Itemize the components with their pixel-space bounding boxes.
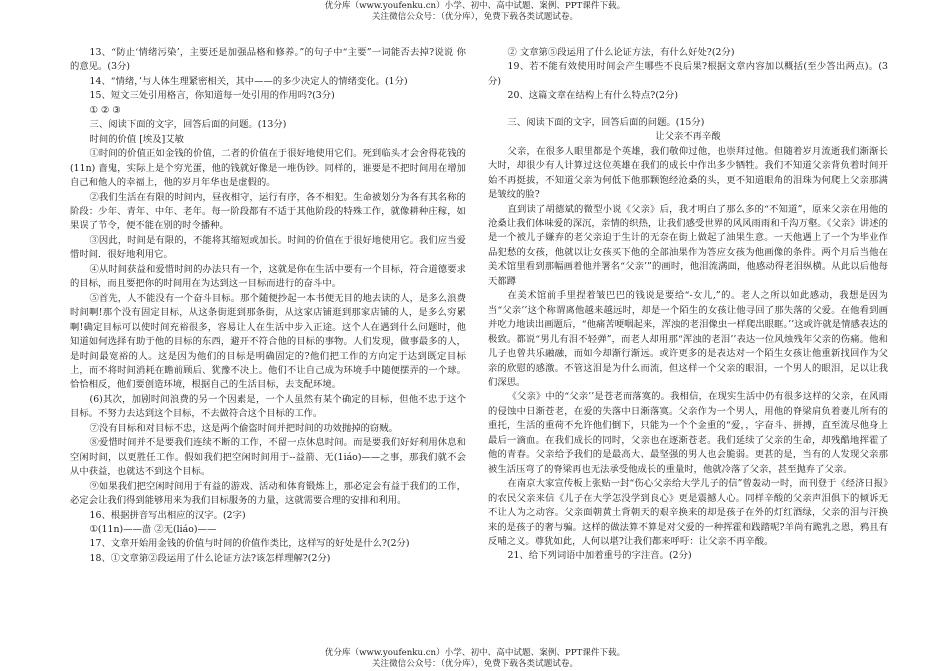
right-column [488,46,888,564]
question-16: 16、根据拼音写出相应的汉字。(2字) [89,509,246,521]
question-19: 19、若不能有效使用时间会产生哪些不良后果?根据文章内容加以概括(至少答出两点)。(3分) [488,61,888,87]
page-header [0,1,950,22]
passage-paragraph: ⑤首先，人不能没有一个奋斗目标。那个随便抄起一本书便无目的地去读的人，是多么浪费时间啊!那个没有固定目标，从这条街逛到那条街，从这家店铺逛到那家店铺的人，是多么穷累啊!确定目标可以使时间充裕很多，容易让人在生活中步入正途。这个人在遇到什么问题时，他知道如何选择有助于他的目标的东西，避开不符合他的目标的事物。人们发现，做事最多的人，是时间最宽裕的人。这是因为他们的目标是明确固定的?他们把工作的方向定于达到既定目标上，而不将时间消耗在瞻前顾后、犹豫不决上。他们不让自己成为环境手中随便摆弄的一个球。恰恰相反，他们要创造环境，根据自己的生活目标，去支配环境。 [70,292,466,391]
question-13: 13、“防止‘情绪污染’，主要还是加强品格和修养。”的句子中“主要”一词能否去掉?说说 你的意见。(3分) [70,47,466,73]
passage-title: 时间的价值 [埃及]艾敏 [89,133,184,145]
question-15: 15、短文三处引用格言，你知道每一处引用的作用吗?(3分) [89,90,335,102]
passage-paragraph: 《父亲》中的“父亲’’是苍老而落寞的。我相信，在现实生活中仍有很多这样的父亲，在风雨的侵蚀中日渐苍老，在爱的失落中日渐落寞。父亲作为一个男人，用他的脊梁肩负着妻儿所有的重托，生活的重荷不允许他们倒下，只能为一个个金重的“爱，，字奋斗、拼搏，直至流尽他身上最后一滴血。在我们成长的同时，父亲也在逐渐苍老。我们延续了父亲的生命，却残酷地挥霍了他的青春。父亲给予我们的是最高大、最坚强的男人也会脆弱。更甚的是，当有的人发现父亲那被生活压弯了的脊梁再也无法承受他成长的重量时，他就冷落了父亲，甚至抛弃了父亲。 [488,391,888,475]
passage-paragraph: ⑦没有目标和对目标不忠，这是两个偷盗时间并把时间的功效抛掉的窃贼。 [89,422,398,434]
question-21: 21、给下列词语中加着重号的字注音。(2分) [507,550,692,562]
passage-paragraph: ⑨如果我们把空闲时间用于有益的游戏、活动和体育锻炼上，那必定会有益于我们的工作，必定会让我们得到能够用来为我们目标服务的力量，这就需要合理的安排和利用。 [70,480,466,507]
passage-paragraph: 直到读了胡德斌的微型小说《父亲》后，我才明白了那么多的“不知道”，原来父亲在用他的沧桑让我们体味爱的深沉，亲情的织热，让我们感受世界的风风雨雨和千沟万壑。《父亲》讲述的是一个被儿子嫌弃的老父亲迫于生计的无奈在街上做起了油果生意。一天他遇上了一个为毕业作品犯愁的女孩，他就以让女孩买下他的全部油果作为答应女孩为他画像的条件。两个月后当他在美术馆里看到那幅画着他并署名“父亲’”的画时，他泪流满面，他感动得老泪纵横。从此以后他每天都蹲 [488,203,888,287]
passage-paragraph: ③因此，时间是有限的，不能将其缩短或加长。时间的价值在于很好地使用它。我们应当爱惜时间．很好地利用它。 [70,234,466,261]
page-footer [0,648,950,669]
passage-title: 让父亲不再辛酸 [655,131,721,143]
section-instructions: 三、阅读下面的文字，回答后面的问题。(15分) [507,116,705,128]
passage-paragraph: ⑧爱惜时间并不是要我们连续不断的工作，不留一点休息时间。而是要我们好好利用休息和空闲时间，以更胜任工作。假如我们把空闲时间用于--益箭、无(1iáo)——之事，那我们就不会从中获益，也就达不到这个目标。 [70,437,466,478]
question-16-items: ①(11n)——啬 ②无(liáo)—— [89,523,217,535]
question-17: 17、文章开始用金钱的价值与时间的价值作类比，这样写的好处是什么?(2分) [89,538,410,550]
footer-line-2: 关注微信公众号：（优分库），免费下载各类试题试卷。 [371,658,579,669]
header-line-1: 优分库（www.youfenku.cn）小学、初中、高中试题、案例、PPT课件下载。 [324,1,626,11]
passage-paragraph: (6)其次，加剧时间浪费的另一个因素是，一个人虽然有某个确定的目标，但他不忠于这个目标。不努力去达到这个目标，不去做符合这个目标的工作。 [70,393,466,420]
header-line-2: 关注微信公众号：（优分库），免费下载各类试题试卷。 [371,11,579,22]
passage-paragraph: ②我们生活在有限的时间内，昼夜相守，运行有序，各不相犯。生命被划分为各有其名称的阶段：少年、青年、中年、老年。每一阶段都有不适于其他阶段的特殊工作，就像耕种庄稼，如果误了节令，便不能在别的时令播种。 [70,191,466,232]
passage-paragraph: ①时间的价值正如金钱的价值，二者的价值在于很好地使用它们。死到临头才会舍得花钱的(11n) 啬鬼，实际上是个穷光蛋，他的钱就好像是一堆伪钞。同样的，谁要是不把时间用在增加自己和他人的幸福上，他的岁月年华也是虚假的。 [70,148,466,189]
question-18: 18、①文章第②段运用了什么论证方法?该怎样理解?(2分) [89,552,331,564]
passage-paragraph: ④从时间获益和爱惜时间的办法只有一个，这就是你在生活中要有一个目标，符合道德要求的目标，而且要把你的时间用在为达到这一目标而进行的奋斗中。 [70,263,466,290]
answer-markers: ① ② ③ [89,104,121,116]
passage-paragraph: 在美术馆前手里捏着皱巴巴的钱说是要给“-女儿,”的。老人之所以如此感动，我想是因为当“父亲’’这个称谓离他越来越远时，却是一个陌生的女孩让他寻回了那失落的父爱。在他看到画并吃力地读出画题后，“他痛苦哽咽起来，浑浊的老泪像虫一样爬出眼眶。’’这或许就是情感表达的极致。都说“男儿有泪不轻弹”，而老人却用那“浑浊的老泪’’表达一位风烛残年父亲的伤痛。他和儿子也曾共乐融融，而如今却渐行渐远。或许更多的是表达对一个陌生女孩让他重新找回作为父亲的欣慰的感激。不管这泪是为什么而流，但这样一个父亲的眼泪，一个男人的眼泪，足以让我们深思。 [488,290,888,388]
footer-line-1: 优分库（www.youfenku.cn）小学、初中、高中试题、案例、PPT课件下载。 [324,648,626,658]
question-18-part-2: ② 文章第⑤段运用了什么论证方法，有什么好处?(2分) [507,47,735,58]
section-instructions: 三、阅读下面的文字，回答后面的问题。(13分) [89,119,287,131]
question-14: 14、“情绪，’与人体生理紧密相关，其中——的多少决定人的情绪变化。(1分) [89,75,408,87]
passage-paragraph: 父亲，在很多人眼里都是个英雄，我们敬仰过他，也崇拜过他。但随着岁月流逝我们渐渐长大时，却很少有人计算过这位英雄在我们的成长中作出多少牺牲。我们不知道父亲背负着时间开始不再挺拔，不知道父亲为何低下他那颗饱经沧桑的头，更不知道眼角的泪珠为何爬上父亲那满是皱纹的脸? [488,145,888,201]
passage-paragraph: 在南京大家宣传板上张贴一封“伤心父亲给大学儿子的信”曾轰动一时，而刊登于《经济日报》的农民父亲来信《儿子在大学怎没学到良心》更是震撼人心。同样辛酸的父亲声泪俱下的倾诉无不让人为之动容。父亲面朝黄土背朝天的艰辛换来的却是孩子在外的灯红酒绿，父亲的泪与汗换来的是孩子的奢与骗。这样的做法算不算是对父爱的一种挥霍和践踏呢?羊尚有跪乳之恩，鸦且有反哺之义。尊犹如此，人何以堪?让我们都来呼吁：让父亲不再辛酸。 [488,478,888,547]
left-column [70,46,466,566]
question-20: 20、这篇文章在结构上有什么特点?(2分) [507,90,679,102]
